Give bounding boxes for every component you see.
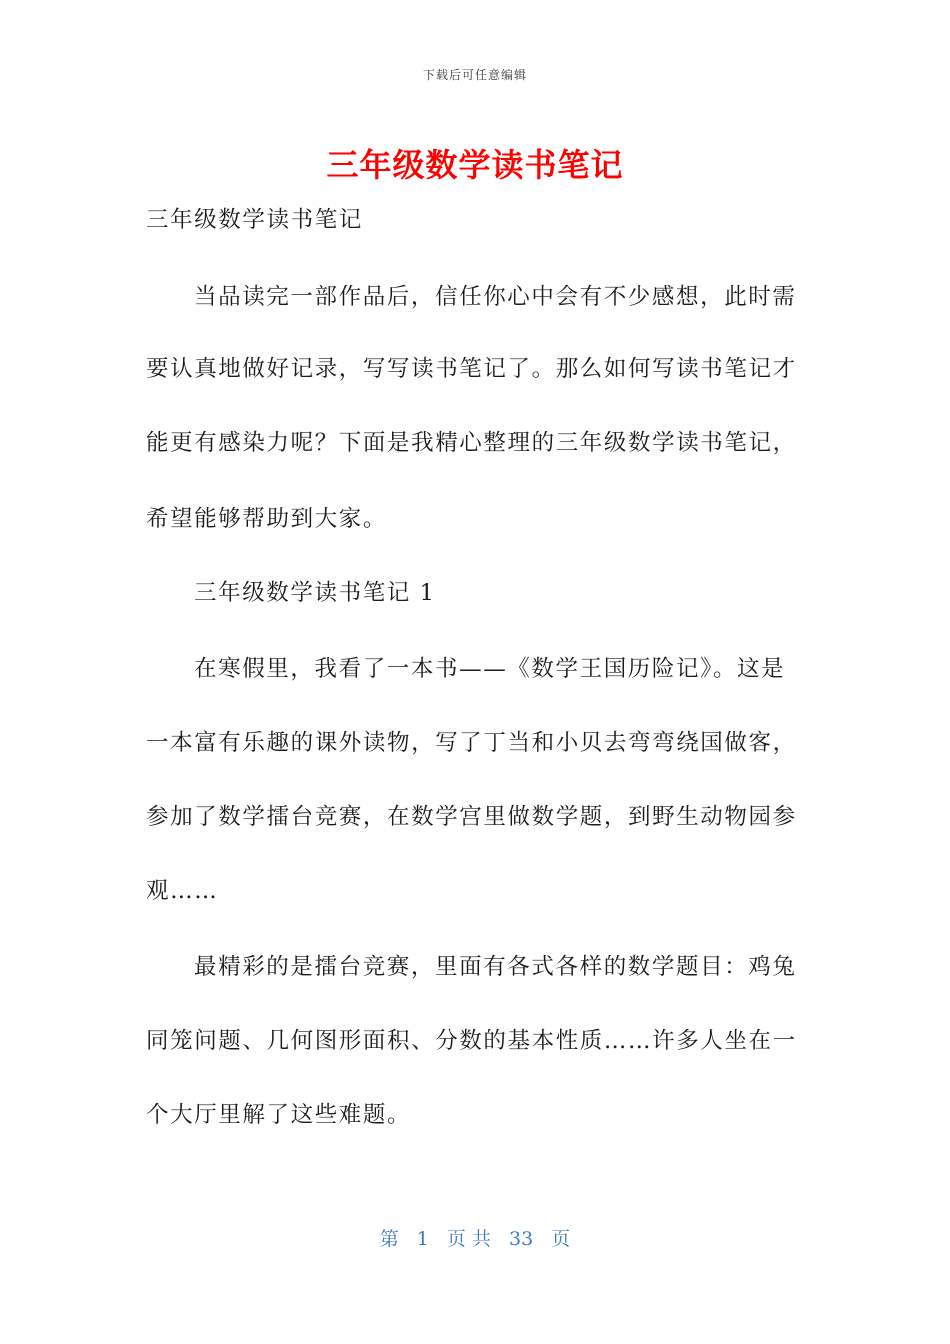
document-title: 三年级数学读书笔记 bbox=[326, 146, 624, 184]
paragraph-line: 希望能够帮助到大家。 bbox=[146, 506, 388, 532]
paragraph-line: 要认真地做好记录，写写读书笔记了。那么如何写读书笔记才 bbox=[146, 356, 797, 382]
section-heading: 三年级数学读书笔记 1 bbox=[194, 580, 436, 606]
paragraph-line: 观…… bbox=[146, 878, 219, 904]
paragraph-line: 同笼问题、几何图形面积、分数的基本性质……许多人坐在一 bbox=[146, 1028, 797, 1054]
paragraph-line: 当品读完一部作品后，信任你心中会有不少感想，此时需 bbox=[194, 284, 797, 310]
document-body bbox=[146, 0, 797, 1344]
footer-prefix: 第 bbox=[379, 1228, 399, 1250]
footer-middle: 页 共 bbox=[446, 1228, 491, 1250]
footer-total-pages: 33 bbox=[509, 1228, 534, 1250]
header-note: 下载后可任意编辑 bbox=[422, 68, 527, 82]
footer-current-page: 1 bbox=[416, 1228, 429, 1250]
paragraph-line: 一本富有乐趣的课外读物，写了丁当和小贝去弯弯绕国做客， bbox=[146, 730, 797, 756]
footer-suffix: 页 bbox=[551, 1228, 571, 1250]
paragraph-line: 在寒假里，我看了一本书——《数学王国历险记》。这是 bbox=[194, 656, 786, 682]
paragraph-line: 个大厅里解了这些难题。 bbox=[146, 1102, 412, 1128]
paragraph-line: 参加了数学擂台竞赛，在数学宫里做数学题，到野生动物园参 bbox=[146, 804, 797, 830]
paragraph-line: 最精彩的是擂台竞赛，里面有各式各样的数学题目：鸡兔 bbox=[194, 954, 797, 980]
subtitle-line: 三年级数学读书笔记 bbox=[146, 207, 363, 233]
paragraph-line: 能更有感染力呢？下面是我精心整理的三年级数学读书笔记， bbox=[146, 430, 797, 456]
page-number-footer bbox=[0, 1224, 950, 1251]
